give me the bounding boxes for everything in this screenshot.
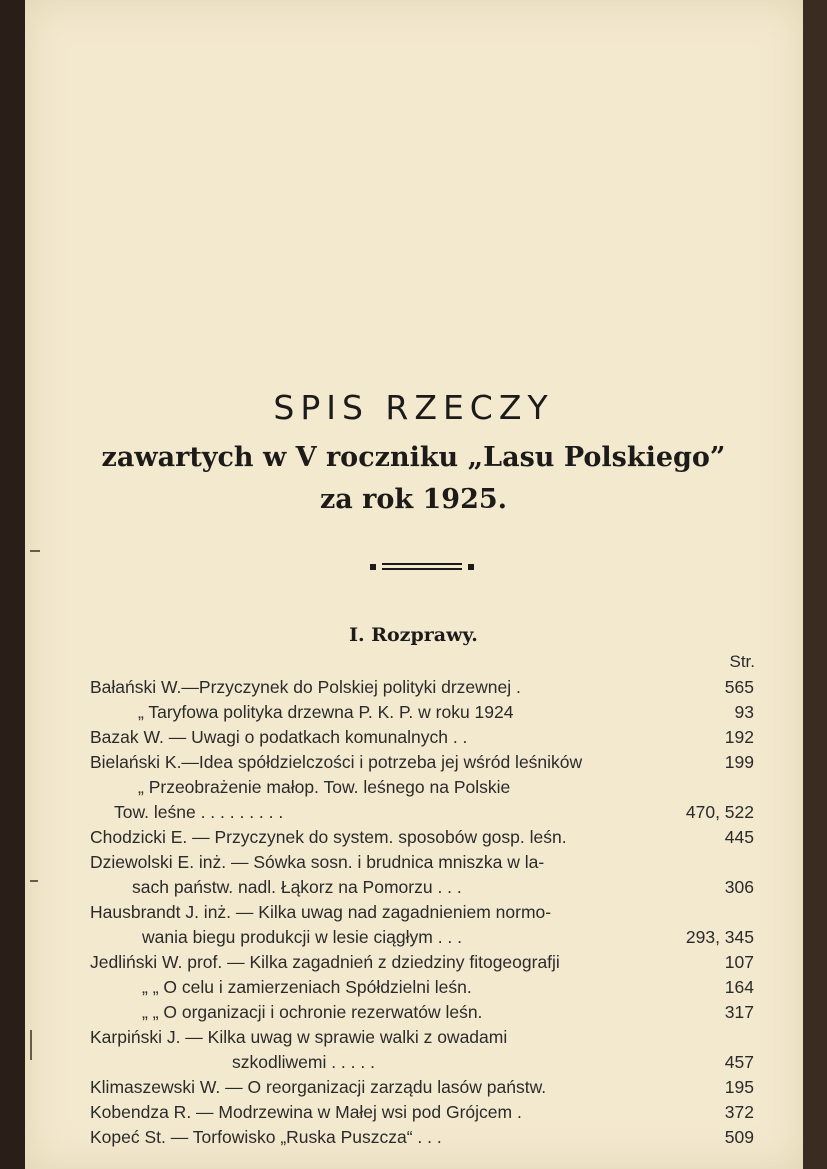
list-item: szkodliwemi . . . . . 457 [232,1052,754,1072]
page-column-label: Str. [729,652,755,671]
list-item: Dziewolski E. inż. — Sówka sosn. i brudnica mniszka w la- [90,852,545,872]
list-item: wania biegu produkcji w lesie ciągłym . . . 293, 345 [142,927,754,947]
list-item: Karpiński J. — Kilka uwag w sprawie walki z owadami [90,1027,508,1047]
list-item: sach państw. nadl. Łąkorz na Pomorzu . . . 306 [132,877,754,897]
list-item: Bazak W. — Uwagi o podatkach komunalnych . . 192 [90,727,754,747]
list-item: Chodzicki E. — Przyczynek do system. sposobów gosp. leśn. 445 [90,827,754,847]
document-subtitle: zawartych w V roczniku „Lasu Polskiego” [101,442,726,473]
list-item: Hausbrandt J. inż. — Kilka uwag nad zagadnieniem normo- [90,902,552,922]
list-item: Bаłański W.—Przyczynek do Polskiej polityki drzewnej . 565 [90,677,754,697]
list-item: Jedliński W. prof. — Kilka zagadnień z dziedziny fitogeografji 107 [90,952,754,972]
list-item: Bielański K.—Idea spółdzielczości i potrzeba jej wśród leśników 199 [90,752,754,772]
list-item: Tow. leśne . . . . . . . . . 470, 522 [114,802,754,822]
margin-mark [30,550,40,552]
list-item: „ Przeobrażenie małop. Tow. leśnego na Polskie [138,777,511,797]
document-year-line: za rok 1925. [319,484,508,515]
list-item: „ „ O celu i zamierzeniach Spółdzielni leśn. 164 [142,977,754,997]
margin-mark [30,880,38,882]
margin-mark [30,1030,32,1060]
list-item: Klimaszewski W. — O reorganizacji zarządu lasów państw. 195 [90,1077,754,1097]
section-heading: I. Rozprawy. [349,624,478,646]
list-item: „ „ O organizacji i ochronie rezerwatów leśn. 317 [142,1002,754,1022]
list-item: „ Taryfowa polityka drzewna P. K. P. w roku 1924 93 [138,702,754,722]
list-item: Kopeć St. — Torfowisko „Ruska Puszcza“ . . . 509 [90,1127,754,1147]
divider-ornament [370,560,474,574]
document-title: SPIS RZECZY [273,388,554,427]
list-item: Kobendza R. — Modrzewina w Małej wsi pod Grójcem . 372 [90,1102,754,1122]
page-edge-shadow [803,0,827,1169]
